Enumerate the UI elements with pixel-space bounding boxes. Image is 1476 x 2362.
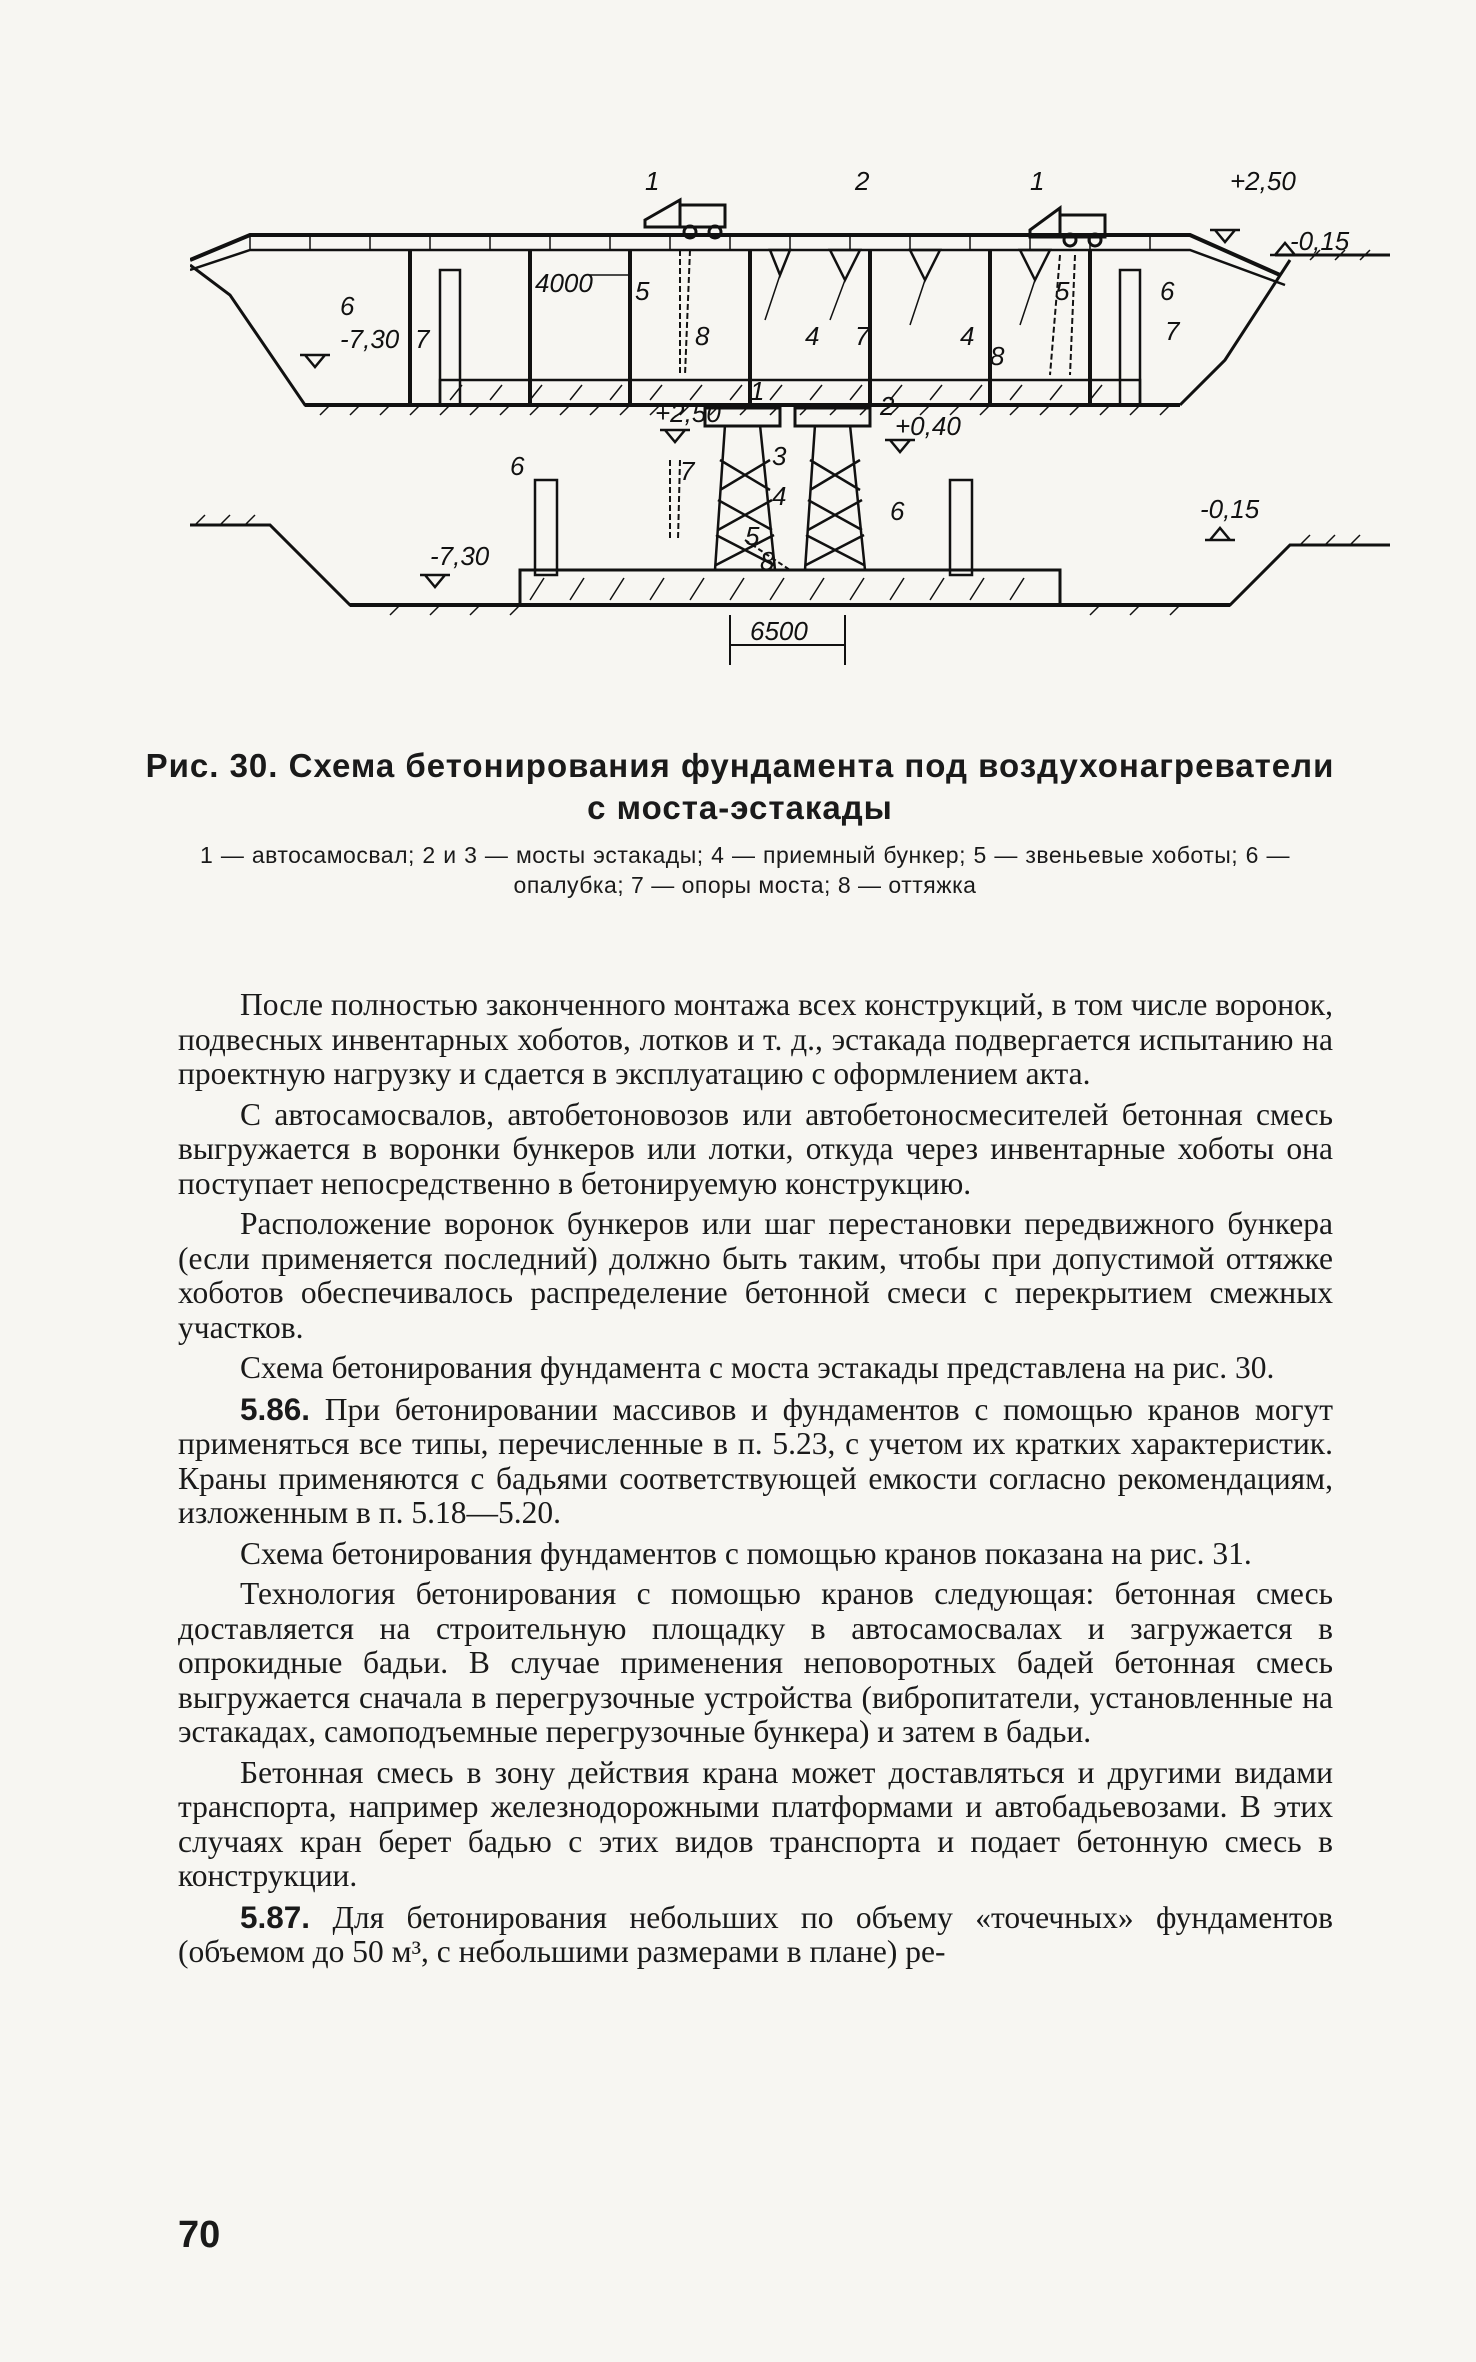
label-elev-minus: -0,15 bbox=[1290, 226, 1350, 256]
paragraph: После полностью законченного монтажа всех конструкций, в том числе воронок, подвесных инвентарных хоботов, лотков и т. д., эстакада подвергается испытанию на проектную нагрузку и сдается в эксплуатацию с оформлением акта. bbox=[178, 987, 1333, 1091]
label-bottom-015: -0,15 bbox=[1200, 494, 1260, 524]
label-top-730: -7,30 bbox=[340, 324, 400, 354]
paragraph: Расположение воронок бункеров или шаг перестановки передвижного бункера (если применяется последний) должно быть таким, чтобы при допустимой оттяжке хоботов обеспечивалось распределение бетонной смеси с перекрытием смежных участков. bbox=[178, 1206, 1333, 1345]
label-bottom-040: +0,40 bbox=[895, 411, 961, 441]
label-elev-plus: +2,50 bbox=[1230, 166, 1296, 196]
label-top-6b: 6 bbox=[1160, 276, 1175, 306]
foundation-slab-icon bbox=[440, 380, 1140, 405]
body-text bbox=[178, 988, 1333, 1970]
receiving-hoppers-icon bbox=[770, 250, 1050, 280]
elevation-marker-icon bbox=[1210, 230, 1240, 242]
label-bottom-2: 2 bbox=[880, 391, 895, 421]
page-number: 70 bbox=[178, 2214, 221, 2256]
trunks-icon bbox=[680, 250, 1075, 375]
label-bottom-4: 4 bbox=[772, 481, 787, 511]
figure-legend: 1 — автосамосвал; 2 и 3 — мосты эстакады; 4 — приемный бункер; 5 — звеньевые хоботы; 6 — опалубка; 7 — опоры моста; 8 — оттяжка bbox=[200, 842, 1290, 898]
paragraph: Схема бетонирования фундамента с моста эстакады представлена на рис. 30. bbox=[240, 1350, 1275, 1385]
label-top-1a: 1 bbox=[645, 166, 660, 196]
paragraph: Схема бетонирования фундаментов с помощью кранов показана на рис. 31. bbox=[240, 1535, 1252, 1571]
formwork-right-icon bbox=[1120, 270, 1140, 405]
label-top-5b: 5 bbox=[1055, 276, 1070, 306]
paragraph: Технология бетонирования с помощью кранов следующая: бетонная смесь доставляется на строительную площадку в автосамосвалах и загружается в опрокидные бадьи. В случае применения неповоротных бадей бетонная смесь выгружается сначала в перегрузочные устройства (вибропитатели, установленные на эстакадах, самоподъемные перегрузочные бункера) и затем в бадьи. bbox=[178, 1576, 1333, 1749]
bridge-deck-icon bbox=[190, 235, 1280, 275]
label-top-6a: 6 bbox=[340, 291, 355, 321]
paragraph-text: Для бетонирования небольших по объему «точечных» фундаментов (объемом до 50 м³, с небольшими размерами в плане) ре- bbox=[178, 1899, 1334, 1969]
label-bottom-dim: 6500 bbox=[750, 616, 808, 646]
caption-title-line2: с моста-эстакады bbox=[587, 789, 893, 826]
bridge-towers-icon bbox=[705, 408, 870, 570]
label-bottom-elev-plus: +2,50 bbox=[655, 398, 721, 428]
label-bottom-730: -7,30 bbox=[430, 541, 490, 571]
label-bottom-7: 7 bbox=[680, 456, 695, 486]
dump-truck-right-icon bbox=[1030, 208, 1105, 246]
label-top-7a: 7 bbox=[415, 324, 430, 354]
formwork-left-icon bbox=[440, 270, 460, 405]
label-bottom-6b: 6 bbox=[890, 496, 905, 526]
ground-bottom-right-icon bbox=[1060, 545, 1390, 605]
label-bottom-6a: 6 bbox=[510, 451, 525, 481]
figure-30-diagram bbox=[190, 160, 1390, 750]
section-number: 5.87. bbox=[240, 1898, 311, 1935]
label-top-8a: 8 bbox=[695, 321, 710, 351]
label-top-2: 2 bbox=[855, 166, 870, 196]
section-number: 5.86. bbox=[240, 1390, 311, 1427]
label-top-7b: 7 bbox=[855, 321, 870, 351]
label-bottom-1: 1 bbox=[750, 376, 765, 406]
foundation-cross-section-icon bbox=[520, 570, 1060, 605]
label-top-8b: 8 bbox=[990, 341, 1005, 371]
paragraph-5-87 bbox=[178, 1900, 1333, 1970]
paragraph-5-86 bbox=[178, 1392, 1333, 1531]
label-top-4a: 4 bbox=[805, 321, 820, 351]
label-top-1b: 1 bbox=[1030, 166, 1045, 196]
label-top-5a: 5 bbox=[635, 276, 650, 306]
paragraph: Бетонная смесь в зону действия крана может доставляться и другими видами транспорта, например железнодорожными платформами и автобадьевозами. В этих случаях кран берет бадью с этих видов транспорта и подает бетонную смесь в конструкции. bbox=[178, 1754, 1333, 1893]
label-bottom-3: 3 bbox=[772, 441, 787, 471]
paragraph: С автосамосвалов, автобетоновозов или автобетоносмесителей бетонная смесь выгружается в воронки бункеров или лотки, откуда через инвентарные хоботы она поступает непосредственно в бетонируемую конструкцию. bbox=[178, 1096, 1333, 1201]
ground-left-slope-icon bbox=[190, 265, 440, 405]
label-top-4b: 4 bbox=[960, 321, 975, 351]
label-top-4000: 4000 bbox=[535, 268, 593, 298]
paragraph-text: При бетонировании массивов и фундаментов с помощью кранов могут применяться все типы, перечисленные в п. 5.23, с учетом их кратких характеристик. Краны применяются с бадьями соответствующей емкости согласно рекомендациям, изложенным в п. 5.18—5.20. bbox=[178, 1391, 1333, 1530]
label-bottom-5: 5 bbox=[745, 521, 760, 551]
caption-title-line1: Рис. 30. Схема бетонирования фундамента под воздухонагреватели bbox=[145, 747, 1335, 784]
label-bottom-8: 8 bbox=[760, 546, 775, 576]
dump-truck-left-icon bbox=[645, 200, 725, 238]
label-top-7c: 7 bbox=[1165, 316, 1180, 346]
figure-caption bbox=[140, 745, 1340, 829]
